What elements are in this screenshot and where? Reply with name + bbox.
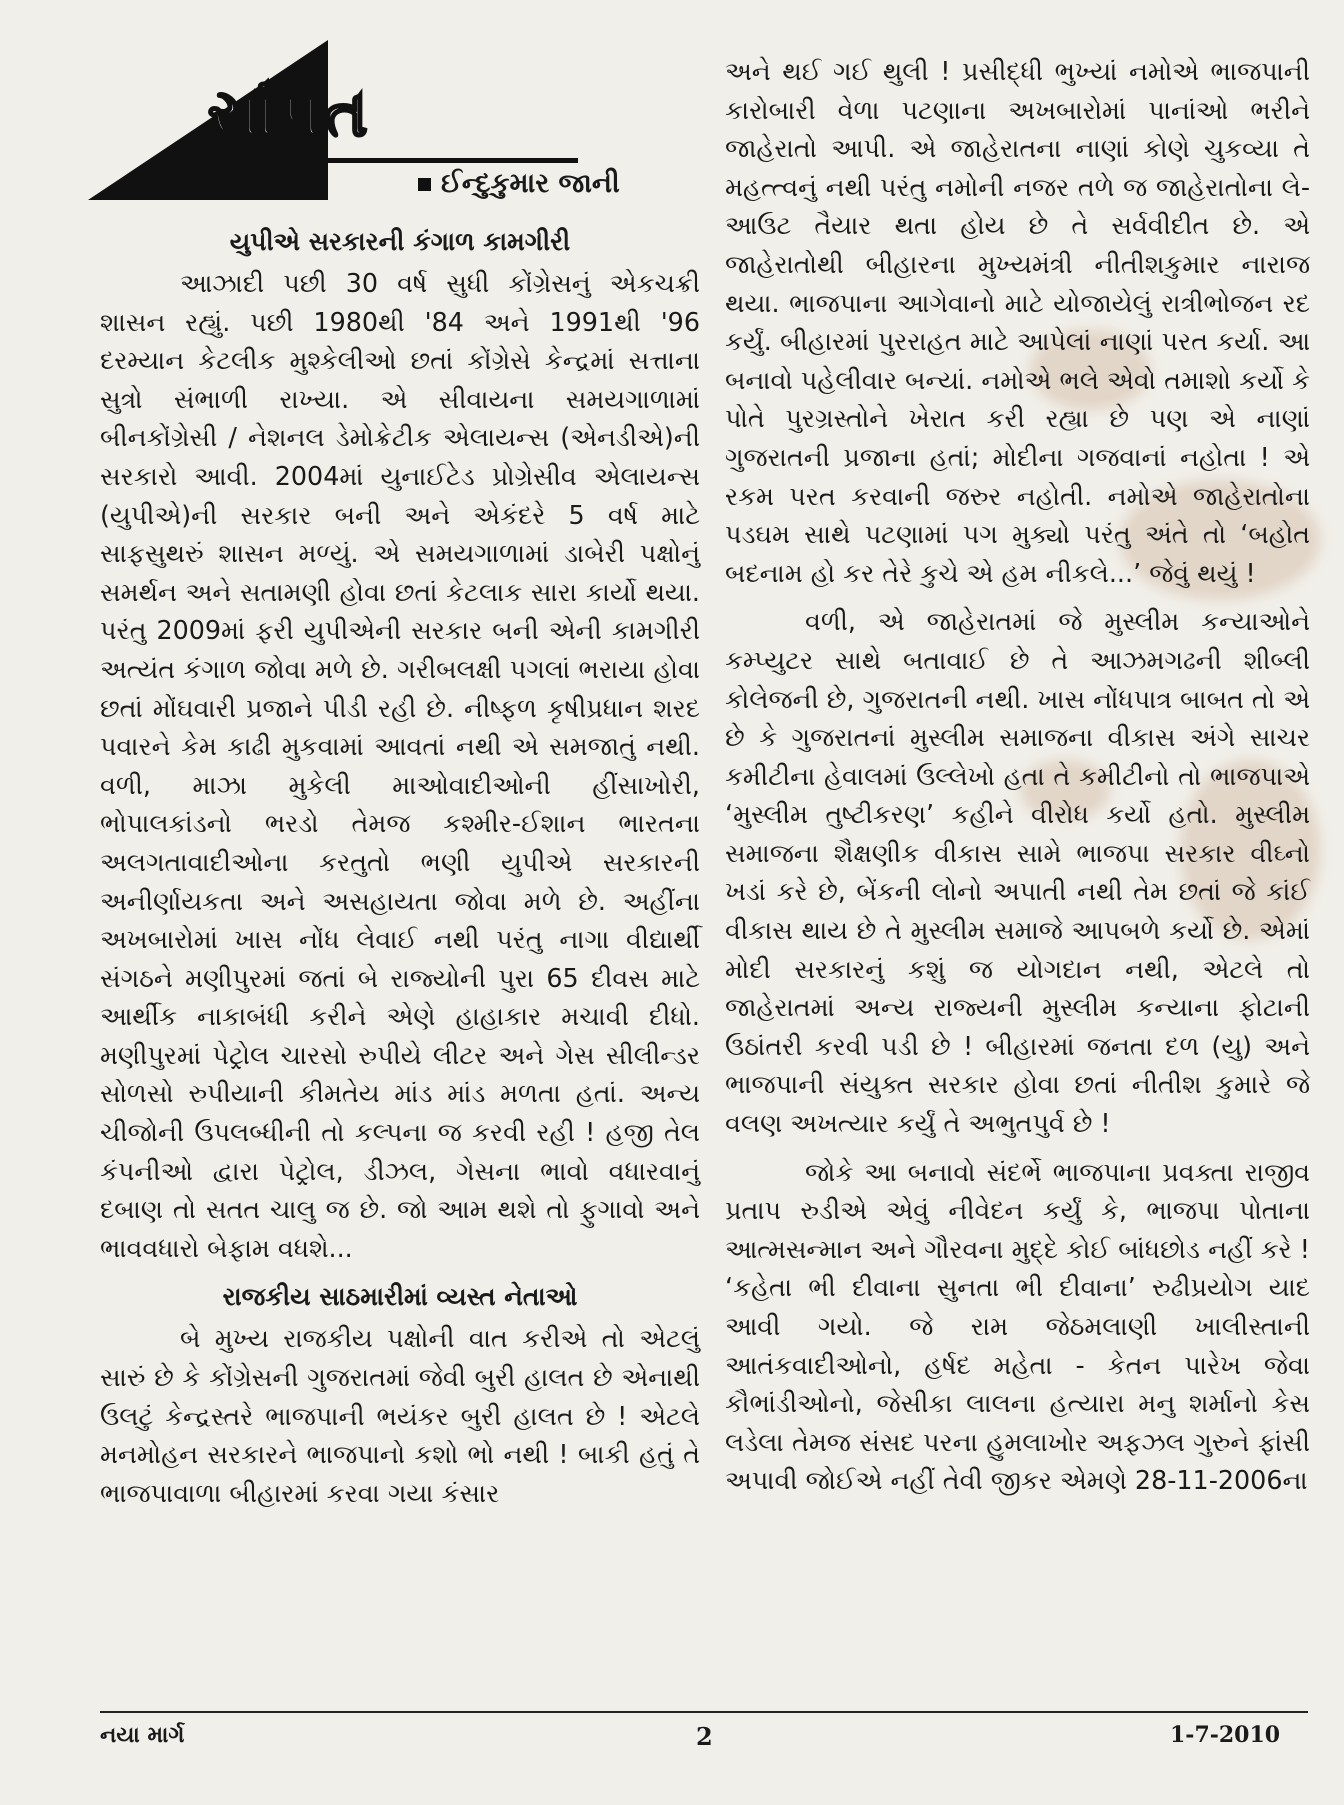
paragraph: બે મુખ્ય રાજકીય પક્ષોની વાત કરીએ તો એટલું સારું છે કે કોંગ્રેસની ગુજરાતમાં જેવી બુરી હાલત છે એનાથી ઉલટું કેન્દ્રસ્તરે ભાજપાની ભયંકર બુરી હાલત છે ! એટલે મનમોહન સરકારને ભાજપાનો કશો ભો નથી ! બાકી હતું તે ભાજપાવાળા બીહારમાં કરવા ગયા કંસાર bbox=[100, 1323, 700, 1508]
column-logo: સાંપ્રત bbox=[208, 77, 372, 151]
paragraph: અને થઈ ગઈ થુલી ! પ્રસીદ્ધી ભુખ્યાં નમોએ ભાજપાની કારોબારી વેળા પટણાના અખબારોમાં પાનાંઓ ભરીને જાહેરાતો આપી. એ જાહેરાતના નાણાં કોણે ચુકવ્યા તે મહત્ત્વનું નથી પરંતુ નમોની નજર તળે જ જાહેરાતોના લે-આઉટ તૈયાર થતા હોય છે તે સર્વવીદીત છે. એ જાહેરાતોથી બીહારના મુખ્યમંત્રી નીતીશકુમાર નારાજ થયા. ભાજપાના આગેવાનો માટે યોજાયેલું રાત્રીભોજન રદ કર્યું. બીહારમાં પુરરાહત માટે આપેલાં નાણાં પરત કર્યા. આ બનાવો પહેલીવાર બન્યાં. નમોએ ભલે એવો તમાશો કર્યો કે પોતે પુરગ્રસ્તોને ખેરાત કરી રહ્યા છે પણ એ નાણાં ગુજરાતની પ્રજાના હતાં; મોદીના ગજવાનાં નહોતા ! એ રકમ પરત કરવાની જરુર નહોતી. નમોએ જાહેરાતોના પડઘમ સાથે પટણામાં પગ મુક્યો પરંતુ અંતે તો ‘બહોત બદનામ હો કર તેરે કુચે એ હમ નીકલે...’ જેવું થયું ! bbox=[725, 56, 1310, 588]
author-name: ઈન્દુકુમાર જાની bbox=[441, 168, 620, 199]
logo-underline bbox=[208, 158, 578, 163]
author-byline bbox=[418, 168, 620, 200]
footer-divider bbox=[100, 1711, 1308, 1713]
paragraph: આઝાદી પછી 30 વર્ષ સુધી કોંગ્રેસનું એકચક્રી શાસન રહ્યું. પછી 1980થી '84 અને 1991થી '96 દરમ્યાન કેટલીક મુશ્કેલીઓ છતાં કોંગ્રેસે કેન્દ્રમાં સત્તાના સુત્રો સંભાળી રાખ્યા. એ સીવાયના સમયગાળામાં બીનકોંગ્રેસી / નેશનલ ડેમોક્રેટીક એલાયન્સ (એનડીએ)ની સરકારો આવી. 2004માં યુનાઈટેડ પ્રોગ્રેસીવ એલાયન્સ (યુપીએ)ની સરકાર બની અને એકંદરે 5 વર્ષ માટે સાફસુથરું શાસન મળ્યું. એ સમયગાળામાં ડાબેરી પક્ષોનું સમર્થન અને સતામણી હોવા છતાં કેટલાક સારા કાર્યો થયા. પરંતુ 2009માં ફરી યુપીએની સરકાર બની એની કામગીરી અત્યંત કંગાળ જોવા મળે છે. ગરીબલક્ષી પગલાં ભરાયા હોવા છતાં મોંઘવારી પ્રજાને પીડી રહી છે. નીષ્ફળ કૃષીપ્રધાન શરદ પવારને કેમ કાઢી મુકવામાં આવતાં નથી એ સમજાતું નથી. વળી, માઝા મુકેલી માઓવાદીઓની હીંસાખોરી, ભોપાલકાંડનો ભરડો તેમજ કશ્મીર-ઈશાન ભારતના અલગતાવાદીઓના કરતુતો ભણી યુપીએ સરકારની અનીર્ણાયકતા અને અસહાયતા જોવા મળે છે. અહીંના અખબારોમાં ખાસ નોંધ લેવાઈ નથી પરંતુ નાગા વીદ્યાર્થી સંગઠને મણીપુરમાં જતાં બે રાજ્યોની પુરા 65 દીવસ માટે આર્થીક નાકાબંધી કરીને એણે હાહાકાર મચાવી દીધો. મણીપુરમાં પેટ્રોલ ચારસો રુપીયે લીટર અને ગેસ સીલીન્ડર સોળસો રુપીયાની કીમતેય માંડ માંડ મળતા હતાં. અન્ય ચીજોની ઉપલબ્ધીની તો કલ્પના જ કરવી રહી ! હજી તેલ કંપનીઓ દ્વારા પેટ્રોલ, ડીઝલ, ગેસના ભાવો વધારવાનું દબાણ તો સતત ચાલુ જ છે. જો આમ થશે તો ફુગાવો અને ભાવવધારો બેફામ વધશે... bbox=[100, 268, 700, 1263]
column-masthead bbox=[88, 40, 698, 205]
section-heading: રાજકીય સાઠમારીમાં વ્યસ્ત નેતાઓ bbox=[222, 1282, 578, 1312]
paragraph: જોકે આ બનાવો સંદર્ભે ભાજપાના પ્રવક્તા રાજીવ પ્રતાપ રુડીએ એવું નીવેદન કર્યું કે, ભાજપા પોતાના આત્મસન્માન અને ગૌરવના મુદ્દે કોઈ બાંધછોડ નહીં કરે ! ‘કહેતા ભી દીવાના સુનતા ભી દીવાના’ રુઢીપ્રયોગ યાદ આવી ગયો. જે રામ જેઠમલાણી ખાલીસ્તાની આતંકવાદીઓનો, હર્ષદ મહેતા - કેતન પારેખ જેવા કૌભાંડીઓનો, જેસીકા લાલના હત્યારા મનુ શર્માનો કેસ લડેલા તેમજ સંસદ પરના હુમલાખોર અફઝલ ગુરુને ફાંસી અપાવી જોઈએ નહીં તેવી જીકર એમણે 28-11-2006ના bbox=[725, 1156, 1310, 1496]
left-column bbox=[100, 222, 700, 1512]
section-heading: યુપીએ સરકારની કંગાળ કામગીરી bbox=[229, 227, 571, 256]
page-number: 2 bbox=[696, 1722, 713, 1751]
paragraph: વળી, એ જાહેરાતમાં જે મુસ્લીમ કન્યાઓને કમ્પ્યુટર સાથે બતાવાઈ છે તે આઝમગઢની શીબ્લી કોલેજની છે, ગુજરાતની નથી. ખાસ નોંધપાત્ર બાબત તો એ છે કે ગુજરાતનાં મુસ્લીમ સમાજના વીકાસ અંગે સાચર કમીટીના હેવાલમાં ઉલ્લેખો હતા તે કમીટીનો તો ભાજપાએ ‘મુસ્લીમ તુષ્ટીકરણ’ કહીને વીરોધ કર્યો હતો. મુસ્લીમ સમાજના શૈક્ષણીક વીકાસ સામે ભાજપા સરકાર વીઘ્નો ખડાં કરે છે, બેંકની લોનો અપાતી નથી તેમ છતાં જે કાંઈ વીકાસ થાય છે તે મુસ્લીમ સમાજે આપબળે કર્યો છે. એમાં મોદી સરકારનું કશું જ યોગદાન નથી, એટલે તો જાહેરાતમાં અન્ય રાજ્યની મુસ્લીમ કન્યાના ફોટાની ઉઠાંતરી કરવી પડી છે ! બીહારમાં જનતા દળ (યુ) અને ભાજપાની સંયુક્ત સરકાર હોવા છતાં નીતીશ કુમારે જે વલણ અખત્યાર કર્યું તે અભુતપુર્વ છે ! bbox=[725, 606, 1310, 1139]
issue-date: 1-7-2010 bbox=[1170, 1722, 1281, 1748]
bullet-icon bbox=[418, 178, 431, 191]
publication-name: નયા માર્ગ bbox=[100, 1722, 185, 1748]
right-column bbox=[725, 52, 1310, 1500]
